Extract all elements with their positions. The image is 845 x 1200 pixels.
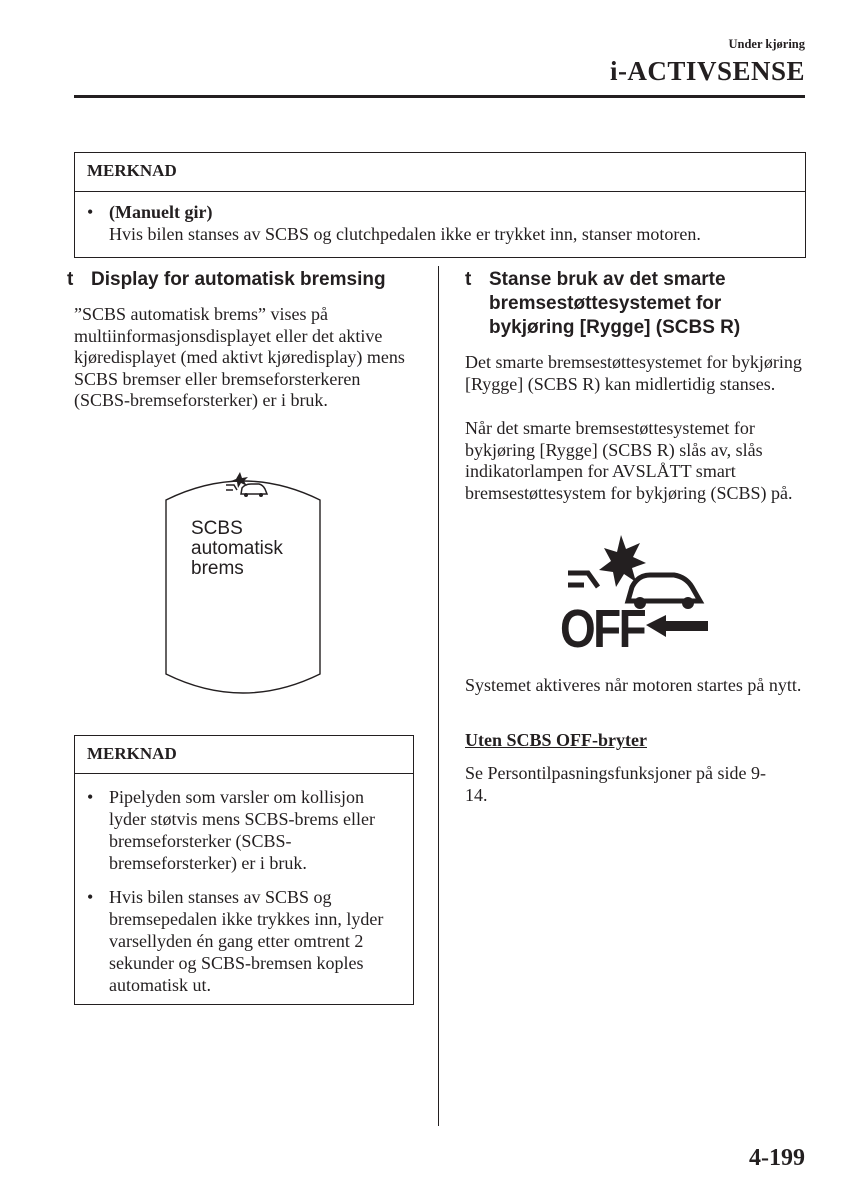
display-message — [191, 519, 283, 579]
bullet-icon: • — [87, 887, 94, 907]
note-box-bottom — [74, 735, 414, 1005]
display-line-3: brems — [191, 558, 244, 579]
right-heading-text: Stanse bruk av det smarte bremsestøttesystemet for bykjøring [Rygge] (SCBS R) — [489, 269, 741, 338]
left-section-heading — [67, 268, 417, 292]
section-marker-icon: t — [465, 269, 472, 290]
right-paragraph-2: Når det smarte bremsestøttesystemet for bykjøring [Rygge] (SCBS R) slås av, slås indikatorlampen for AVSLÅTT smart bremsestøttesystem for bykjøring (SCBS) på. — [465, 418, 793, 503]
right-section-heading — [465, 268, 785, 340]
section-title: i-ACTIVSENSE — [609, 56, 805, 86]
note-list — [75, 774, 413, 996]
note-heading: MERKNAD — [75, 736, 413, 774]
display-line-1: SCBS — [191, 518, 243, 539]
page-header — [0, 0, 845, 100]
note-item-text: Pipelyden som varsler om kollisjon lyder støtvis mens SCBS-brems eller bremseforsterker (SCBS-bremseforsterker) er i bruk. — [109, 787, 375, 873]
note-box-top — [74, 152, 806, 258]
scbs-display-illustration — [165, 470, 321, 704]
note-heading: MERKNAD — [75, 153, 805, 192]
right-paragraph-3: Systemet aktiveres når motoren startes på nytt. — [465, 675, 802, 695]
note-item — [87, 786, 401, 874]
display-line-2: automatisk — [191, 538, 283, 559]
header-rule — [74, 95, 805, 98]
right-paragraph-1: Det smarte bremsestøttesystemet for bykjøring [Rygge] (SCBS R) kan midlertidig stanses. — [465, 352, 802, 394]
right-paragraph-4: Se Persontilpasningsfunksjoner på side 9-14. — [465, 763, 766, 805]
note-item-text: Hvis bilen stanses av SCBS og bremsepedalen ikke trykkes inn, lyder varsellyden én gang etter omtrent 2 sekunder og SCBS-bremsen koples automatisk ut. — [109, 887, 384, 995]
note-item-text: Hvis bilen stanses av SCBS og clutchpedalen ikke er trykket inn, stanser motoren. — [109, 224, 701, 244]
section-label: Under kjøring — [728, 37, 805, 51]
section-marker-icon: t — [67, 269, 74, 290]
scbs-off-indicator — [558, 535, 714, 659]
subheading: Uten SCBS OFF-bryter — [465, 730, 647, 750]
left-heading-text: Display for automatisk bremsing — [91, 269, 386, 290]
note-item-title: (Manuelt gir) — [109, 202, 213, 222]
page-number: 4-199 — [749, 1145, 805, 1171]
note-list — [75, 192, 805, 245]
left-paragraph: ”SCBS automatisk brems” vises på multiinformasjonsdisplayet eller det aktive kjøredisplayet (med aktivt kjøredisplay) mens SCBS bremser eller bremseforsterkeren (SCBS-bremseforsterker) er i bruk. — [74, 304, 405, 410]
note-item — [87, 201, 793, 245]
display-frame — [165, 470, 321, 704]
column-divider — [438, 266, 439, 1126]
bullet-icon: • — [87, 202, 94, 222]
off-label: OFF — [560, 599, 645, 659]
note-item — [87, 886, 401, 996]
bullet-icon: • — [87, 787, 94, 807]
scbs-warning-icon — [223, 470, 269, 500]
